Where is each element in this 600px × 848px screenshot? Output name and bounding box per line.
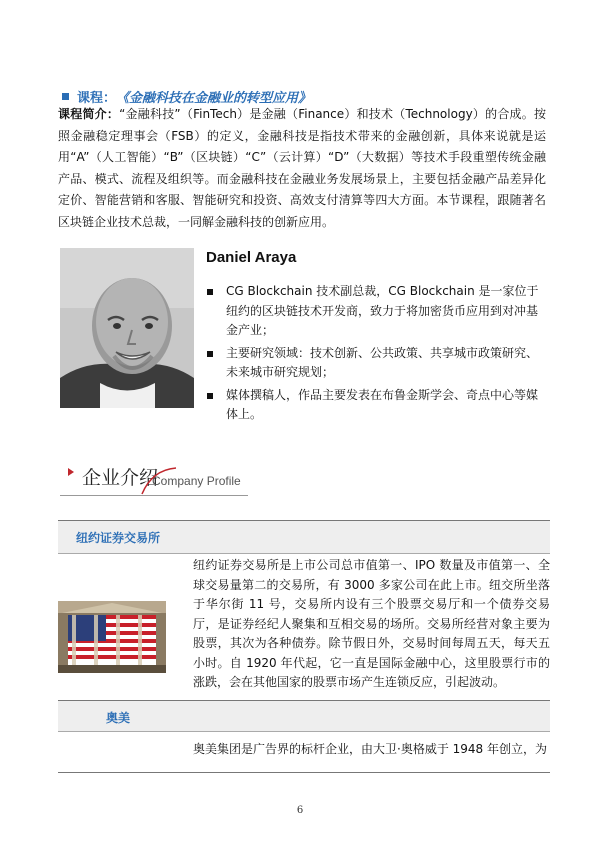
speaker-photo xyxy=(60,248,194,408)
square-bullet-icon xyxy=(62,93,69,100)
course-intro-label: 课程简介： xyxy=(58,107,120,121)
company-description: 奥美集团是广告界的标杆企业，由大卫·奥格威于 1948 年创立，为 xyxy=(193,742,547,756)
square-bullet-icon xyxy=(207,393,213,399)
company-section-title-en: Company Profile xyxy=(152,474,241,488)
table-row xyxy=(58,520,550,553)
bio-text: 媒体撰稿人，作品主要发表在布鲁金斯学会、奇点中心等媒体上。 xyxy=(226,387,539,421)
course-title: 《金融科技在金融业的转型应用》 xyxy=(116,91,312,106)
nyse-building-image xyxy=(58,601,166,673)
course-prefix: 课程： xyxy=(77,91,117,106)
company-description: 纽约证券交易所是上市公司总市值第一、IPO 数量及市值第一、全球交易量第二的交易所，有 3000 多家公司在此上市。纽交所坐落于华尔街 11 号，交易所内设有三个股票交易厅和一个债券交易厅，是证券经纪人聚集和互相交易的场所。交易所经营对象主要为股票，其次为各种债券。除节假日外，交易时间每周五天，每天五小时。自 1920 年代起，它一直是国际金融中心，这里股票行市的涨跌，会在其他国家的股票市场产生连锁反应，引起波动。 xyxy=(193,558,550,689)
bio-text: 主要研究领域：技术创新、公共政策、共享城市政策研究、未来城市研究规划； xyxy=(226,345,539,379)
square-bullet-icon xyxy=(207,289,213,295)
bio-text: CG Blockchain 技术副总裁，CG Blockchain 是一家位于纽约的区块链技术开发商，致力于将加密货币应用到对冲基金产业； xyxy=(226,284,539,337)
table-row xyxy=(58,553,550,700)
triangle-marker-icon xyxy=(68,468,74,476)
table-row xyxy=(58,700,550,731)
list-item xyxy=(204,344,544,383)
company-name: 纽约证券交易所 xyxy=(76,531,161,545)
flag-building-icon xyxy=(58,601,166,673)
list-item xyxy=(204,386,544,425)
list-item xyxy=(204,282,544,341)
swoosh-decoration-icon xyxy=(140,466,180,496)
course-intro-text: “金融科技”（FinTech）是金融（Finance）和技术（Technology）的合成。按照金融稳定理事会（FSB）的定义，金融科技是指技术带来的金融创新，具体来说就是运用“A”（人工智能）“B”（区块链）“C”（云计算）“D”（大数据）等技术手段重塑传统金融产品、模式、流程及组织等。而金融科技在金融业务发展场景上，主要包括金融产品差异化定价、智能营销和客服、智能研究和投资、高效支付清算等四大方面。本节课程，跟随著名区块链企业技术总裁，一同解金融科技的创新应用。 xyxy=(58,107,546,229)
portrait-image-icon xyxy=(60,248,194,408)
square-bullet-icon xyxy=(207,351,213,357)
company-name: 奥美 xyxy=(106,711,131,725)
company-table xyxy=(58,520,550,773)
section-divider xyxy=(60,495,248,496)
speaker-name: Daniel Araya xyxy=(206,249,297,266)
speaker-bio-list xyxy=(204,282,544,428)
course-intro xyxy=(58,104,546,233)
company-section-title-cn: 企业介绍 xyxy=(82,467,159,489)
page-number: 6 xyxy=(296,805,304,816)
table-row xyxy=(58,731,550,773)
